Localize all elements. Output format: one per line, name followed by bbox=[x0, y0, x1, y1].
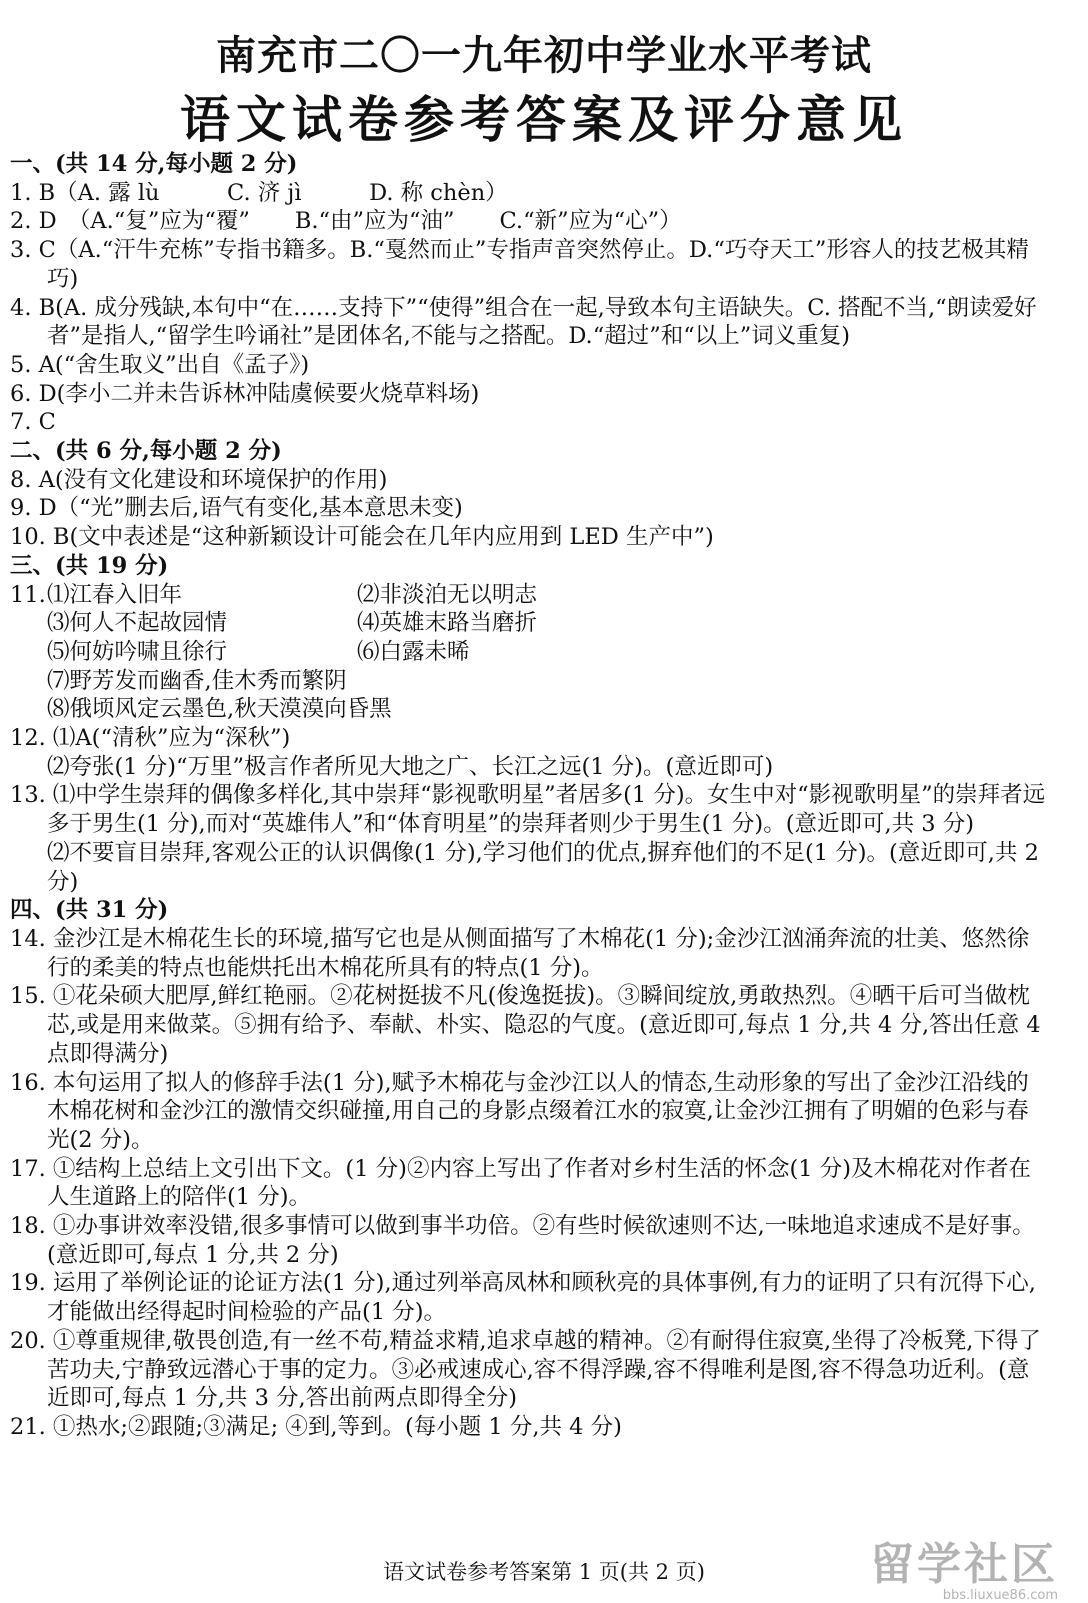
answer-7: 7. C bbox=[10, 409, 56, 436]
answer-5: 5. A(“舍生取义”出自《孟子》) bbox=[10, 351, 310, 378]
answer-11-7: ⑺野芳发而幽香,佳木秀而繁阴 bbox=[47, 667, 347, 694]
watermark bbox=[870, 1528, 1058, 1603]
document-title: 语文试卷参考答案及评分意见 bbox=[180, 90, 908, 149]
answer-3: 3. C（A.“汗牛充栋”专指书籍多。B.“戛然而止”专指声音突然停止。D.“巧夺天工”形容人的技艺极其精巧) bbox=[10, 237, 1029, 292]
answer-13-2: ⑵不要盲目崇拜,客观公正的认识偶像(1 分),学习他们的优点,摒弃他们的不足(1 分)。(意近即可,共 2 分) bbox=[47, 839, 1039, 895]
answer-11-3: ⑶何人不起故园情 bbox=[47, 610, 228, 637]
answer-16: 16. 本句运用了拟人的修辞手法(1 分),赋予木棉花与金沙江以人的情态,生动形象的写出了金沙江沿线的木棉花树和金沙江的激情交织碰撞,用自己的身影点缀着江水的寂寞,让金沙江拥有了明媚的色彩与春光(2 分)。 bbox=[10, 1069, 1029, 1153]
answer-11-1: ⑴江春入旧年 bbox=[47, 581, 183, 608]
answer-12-1: 12. ⑴A(“清秋”应为“深秋”) bbox=[10, 725, 291, 752]
watermark-url: bbs.liuxue86.com bbox=[942, 1588, 1058, 1603]
answer-13-1: 13. ⑴中学生崇拜的偶像多样化,其中崇拜“影视歌明星”者居多(1 分)。女生中对“影视歌明星”的崇拜者远多于男生(1 分),而对“英雄伟人”和“体育明星”的崇拜者则少于男生(1 分)。(意近即可,共 3 分) bbox=[10, 782, 1046, 838]
answer-11-2: ⑵非淡泊无以明志 bbox=[357, 581, 538, 608]
page-footer: 语文试卷参考答案第 1 页(共 2 页) bbox=[383, 1560, 705, 1584]
answer-11-5: ⑸何妨吟啸且徐行 bbox=[47, 638, 228, 665]
answer-12-2: ⑵夸张(1 分)“万里”极言作者所见大地之广、长江之远(1 分)。(意近即可) bbox=[47, 753, 774, 780]
answer-19: 19. 运用了举例论证的论证方法(1 分),通过列举高凤林和顾秋亮的具体事例,有力的证明了只有沉得下心,才能做出经得起时间检验的产品(1 分)。 bbox=[10, 1270, 1036, 1326]
answer-17: 17. ①结构上总结上文引出下文。(1 分)②内容上写出了作者对乡村生活的怀念(1 分)及木棉花对作者在人生道路上的陪伴(1 分)。 bbox=[10, 1155, 1031, 1211]
exam-title: 南充市二〇一九年初中学业水平考试 bbox=[216, 32, 872, 79]
answer-21: 21. ①热水;②跟随;③满足; ④到,等到。(每小题 1 分,共 4 分) bbox=[10, 1413, 622, 1440]
answer-11-6: ⑹白露未晞 bbox=[357, 638, 470, 665]
answer-8: 8. A(没有文化建设和环境保护的作用) bbox=[10, 466, 388, 493]
answer-content bbox=[10, 150, 1050, 1442]
answer-11-4: ⑷英雄末路当磨折 bbox=[357, 610, 538, 637]
answer-6: 6. D(李小二并未告诉林冲陆虞候要火烧草料场) bbox=[10, 380, 480, 407]
answer-2: 2. D （A.“复”应为“覆” B.“由”应为“油” C.“新”应为“心”） bbox=[10, 208, 682, 235]
answer-4: 4. B(A. 成分残缺,本句中“在……支持下”“使得”组合在一起,导致本句主语缺失。C. 搭配不当,“朗读爱好者”是指人,“留学生吟诵社”是团体名,不能与之搭配。D.“超过”和“以上”词义重复) bbox=[10, 294, 1037, 350]
answer-11-grid bbox=[10, 581, 1050, 667]
section-heading-1: 一、(共 14 分,每小题 2 分) bbox=[10, 151, 298, 177]
answer-1: 1. B（A. 露 lù C. 济 jì D. 称 chèn） bbox=[10, 179, 508, 206]
answer-10: 10. B(文中表述是“这种新颖设计可能会在几年内应用到 LED 生产中”) bbox=[10, 524, 714, 551]
watermark-logo: 留学社区 bbox=[870, 1539, 1058, 1590]
answer-9: 9. D（“光”删去后,语气有变化,基本意思未变) bbox=[10, 495, 463, 522]
section-heading-4: 四、(共 31 分) bbox=[10, 897, 169, 924]
section-heading-2: 二、(共 6 分,每小题 2 分) bbox=[10, 438, 282, 465]
answer-15: 15. ①花朵硕大肥厚,鲜红艳丽。②花树挺拔不凡(俊逸挺拔)。③瞬间绽放,勇敢热烈。④晒干后可当做枕芯,或是用来做菜。⑤拥有给予、奉献、朴实、隐忍的气度。(意近即可,每点 1 分,共 4 分,答出任意 4 点即得满分) bbox=[10, 983, 1041, 1067]
answer-14: 14. 金沙江是木棉花生长的环境,描写它也是从侧面描写了木棉花(1 分);金沙江汹涌奔流的壮美、悠然徐行的柔美的特点也能烘托出木棉花所具有的特点(1 分)。 bbox=[10, 925, 1030, 981]
answer-20: 20. ①尊重规律,敬畏创造,有一丝不苟,精益求精,追求卓越的精神。②有耐得住寂寞,坐得了冷板凳,下得了苦功夫,宁静致远潜心于事的定力。③必戒速成心,容不得浮躁,容不得唯利是图,容不得急功近利。(意近即可,每点 1 分,共 3 分,答出前两点即得全分) bbox=[10, 1327, 1041, 1412]
answer-11-8: ⑻俄顷风定云墨色,秋天漠漠向昏黑 bbox=[47, 696, 392, 723]
answer-18: 18. ①办事讲效率没错,很多事情可以做到事半功倍。②有些时候欲速则不达,一味地追求速成不是好事。(意近即可,每点 1 分,共 2 分) bbox=[10, 1213, 1035, 1268]
answer-11-number: 11. bbox=[10, 581, 46, 608]
answer-11 bbox=[10, 581, 1050, 725]
section-heading-3: 三、(共 19 分) bbox=[10, 552, 169, 579]
